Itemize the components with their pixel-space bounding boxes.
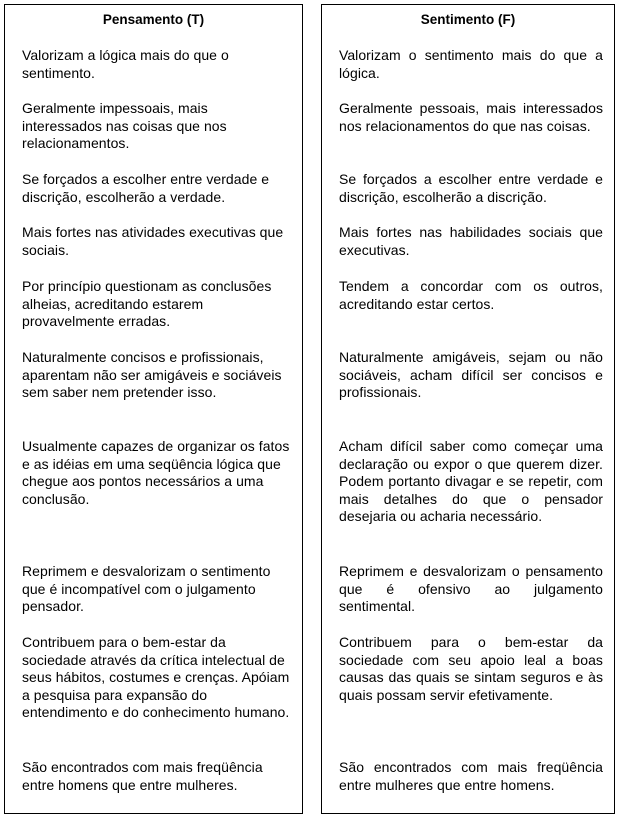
thinking-item-5: Por princípio questionam as conclusões alheias, acreditando estarem provavelmente erradas. (22, 278, 272, 329)
feeling-item-2: Geralmente pessoais, mais interessados nos relacionamentos do que nas coisas. (339, 100, 603, 134)
feeling-item-4: Mais fortes nas habilidades sociais que executivas. (339, 224, 603, 258)
feeling-item-9: Contribuem para o bem-estar da sociedade com seu apoio leal a boas causas das quais se sintam seguros e às quais possam servir efetivamente. (339, 634, 603, 703)
thinking-item-6: Naturalmente concisos e profissionais, aparentam não ser amigáveis e sociáveis sem saber nem pretender isso. (22, 349, 282, 400)
thinking-item-3: Se forçados a escolher entre verdade e discrição, escolherão a verdade. (22, 171, 270, 205)
thinking-item-9: Contribuem para o bem-estar da sociedade através da crítica intelectual de seus hábitos, costumes e crenças. Apóiam a pesquisa para expansão do entendimento e do conhecimento humano. (22, 634, 290, 720)
feeling-item-8: Reprimem e desvalorizam o pensamento que é ofensivo ao julgamento sentimental. (339, 563, 603, 614)
feeling-column-title: Sentimento (F) (420, 12, 516, 27)
feeling-item-5: Tendem a concordar com os outros, acreditando estar certos. (339, 278, 603, 312)
thinking-item-2: Geralmente impessoais, mais interessados nas coisas que nos relacionamentos. (22, 100, 227, 151)
feeling-item-6: Naturalmente amigáveis, sejam ou não sociáveis, acham difícil ser concisos e profissionais. (339, 349, 603, 400)
thinking-item-1: Valorizam a lógica mais do que o sentimento. (22, 47, 229, 81)
thinking-item-10: São encontrados com mais freqüência entre homens que entre mulheres. (22, 759, 263, 793)
thinking-item-8: Reprimem e desvalorizam o sentimento que é incompatível com o julgamento pensador. (22, 563, 271, 614)
thinking-item-7: Usualmente capazes de organizar os fatos e as idéias em uma seqüência lógica que chegue aos pontos necessários a uma conclusão. (22, 438, 290, 507)
feeling-item-7: Acham difícil saber como começar uma declaração ou expor o que querem dizer. Podem portanto divagar e se repetir, com mais detalhes do que o pensador desejaria ou acharia necessário. (339, 438, 603, 524)
thinking-column-title: Pensamento (T) (102, 12, 205, 27)
thinking-column (4, 4, 303, 814)
thinking-item-4: Mais fortes nas atividades executivas que sociais. (22, 224, 284, 258)
feeling-item-3: Se forçados a escolher entre verdade e discrição, escolherão a discrição. (339, 171, 603, 205)
feeling-item-1: Valorizam o sentimento mais do que a lógica. (339, 47, 603, 81)
feeling-column (321, 4, 615, 814)
feeling-item-10: São encontrados com mais freqüência entre mulheres que entre homens. (339, 759, 603, 793)
